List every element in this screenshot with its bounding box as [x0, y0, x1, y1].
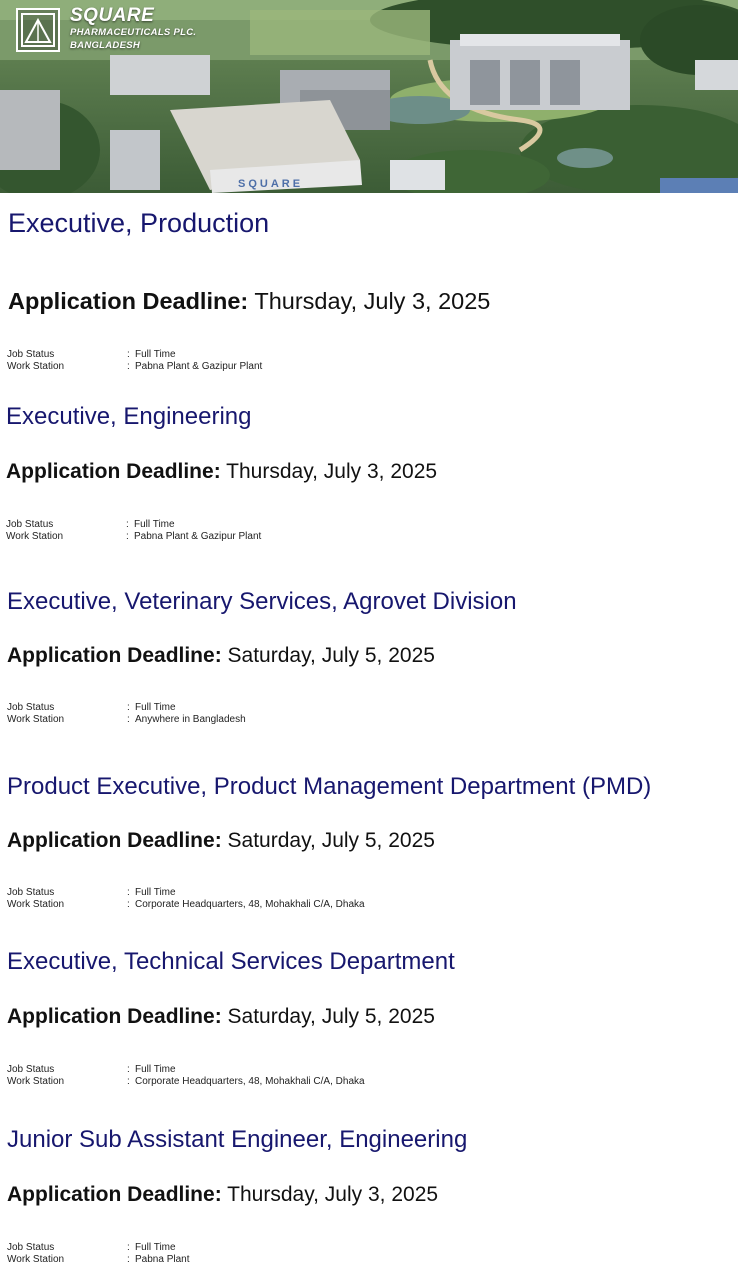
job-status-value: Full Time — [135, 1064, 176, 1075]
work-station-label: Work Station — [7, 1254, 65, 1265]
job-status-label: Job Status — [7, 887, 55, 898]
brand-name: SQUARE — [70, 5, 155, 26]
separator: : — [127, 1254, 130, 1265]
work-station-label: Work Station — [7, 361, 65, 372]
application-deadline — [6, 459, 437, 484]
work-station-value: Corporate Headquarters, 48, Mohakhali C/A, Dhaka — [135, 1076, 365, 1087]
deadline-value: Thursday, July 3, 2025 — [227, 1183, 439, 1206]
job-title[interactable]: Product Executive, Product Management Department (PMD) — [7, 773, 652, 800]
separator: : — [127, 349, 130, 360]
application-deadline — [7, 1004, 435, 1029]
deadline-value: Saturday, July 5, 2025 — [227, 829, 435, 852]
separator: : — [127, 714, 130, 725]
job-title[interactable]: Executive, Veterinary Services, Agrovet Division — [7, 588, 517, 615]
brand-subline-2: BANGLADESH — [70, 39, 141, 51]
job-title[interactable]: Executive, Engineering — [6, 403, 252, 430]
company-logo-text — [70, 6, 196, 50]
application-deadline — [8, 287, 490, 315]
separator: : — [126, 519, 129, 530]
work-station-label: Work Station — [7, 899, 65, 910]
work-station-value: Pabna Plant — [135, 1254, 190, 1265]
deadline-label: Application Deadline: — [7, 1183, 222, 1206]
separator: : — [126, 531, 129, 542]
job-status-value: Full Time — [135, 349, 176, 360]
job-status-value: Full Time — [134, 519, 175, 530]
work-station-value: Anywhere in Bangladesh — [135, 714, 246, 725]
job-status-label: Job Status — [6, 519, 54, 530]
job-title[interactable]: Junior Sub Assistant Engineer, Engineering — [7, 1126, 468, 1153]
deadline-label: Application Deadline: — [8, 288, 249, 314]
square-logo-icon — [16, 8, 60, 52]
separator: : — [127, 887, 130, 898]
separator: : — [127, 361, 130, 372]
job-status-label: Job Status — [7, 349, 55, 360]
job-status-value: Full Time — [135, 1242, 176, 1253]
work-station-value: Pabna Plant & Gazipur Plant — [134, 531, 262, 542]
separator: : — [127, 1076, 130, 1087]
work-station-value: Corporate Headquarters, 48, Mohakhali C/A, Dhaka — [135, 899, 365, 910]
separator: : — [127, 1242, 130, 1253]
job-title[interactable]: Executive, Production — [8, 208, 270, 238]
deadline-label: Application Deadline: — [7, 1005, 222, 1028]
work-station-label: Work Station — [6, 531, 64, 542]
deadline-value: Saturday, July 5, 2025 — [227, 1005, 435, 1028]
job-status-value: Full Time — [135, 887, 176, 898]
work-station-label: Work Station — [7, 714, 65, 725]
application-deadline — [7, 643, 435, 668]
application-deadline — [7, 1182, 438, 1207]
deadline-label: Application Deadline: — [7, 829, 222, 852]
deadline-value: Thursday, July 3, 2025 — [226, 460, 438, 483]
job-title[interactable]: Executive, Technical Services Department — [7, 948, 455, 975]
job-status-label: Job Status — [7, 702, 55, 713]
deadline-label: Application Deadline: — [6, 460, 221, 483]
application-deadline — [7, 828, 435, 853]
job-status-value: Full Time — [135, 702, 176, 713]
header-banner — [0, 0, 738, 193]
brand-subline-1: PHARMACEUTICALS PLC. — [70, 27, 197, 38]
separator: : — [127, 1064, 130, 1075]
building-sign-text: SQUARE — [238, 178, 304, 190]
work-station-label: Work Station — [7, 1076, 65, 1087]
job-status-label: Job Status — [7, 1242, 55, 1253]
separator: : — [127, 702, 130, 713]
deadline-label: Application Deadline: — [7, 644, 222, 667]
job-status-label: Job Status — [7, 1064, 55, 1075]
deadline-value: Thursday, July 3, 2025 — [254, 288, 491, 314]
work-station-value: Pabna Plant & Gazipur Plant — [135, 361, 263, 372]
separator: : — [127, 899, 130, 910]
deadline-value: Saturday, July 5, 2025 — [227, 644, 435, 667]
